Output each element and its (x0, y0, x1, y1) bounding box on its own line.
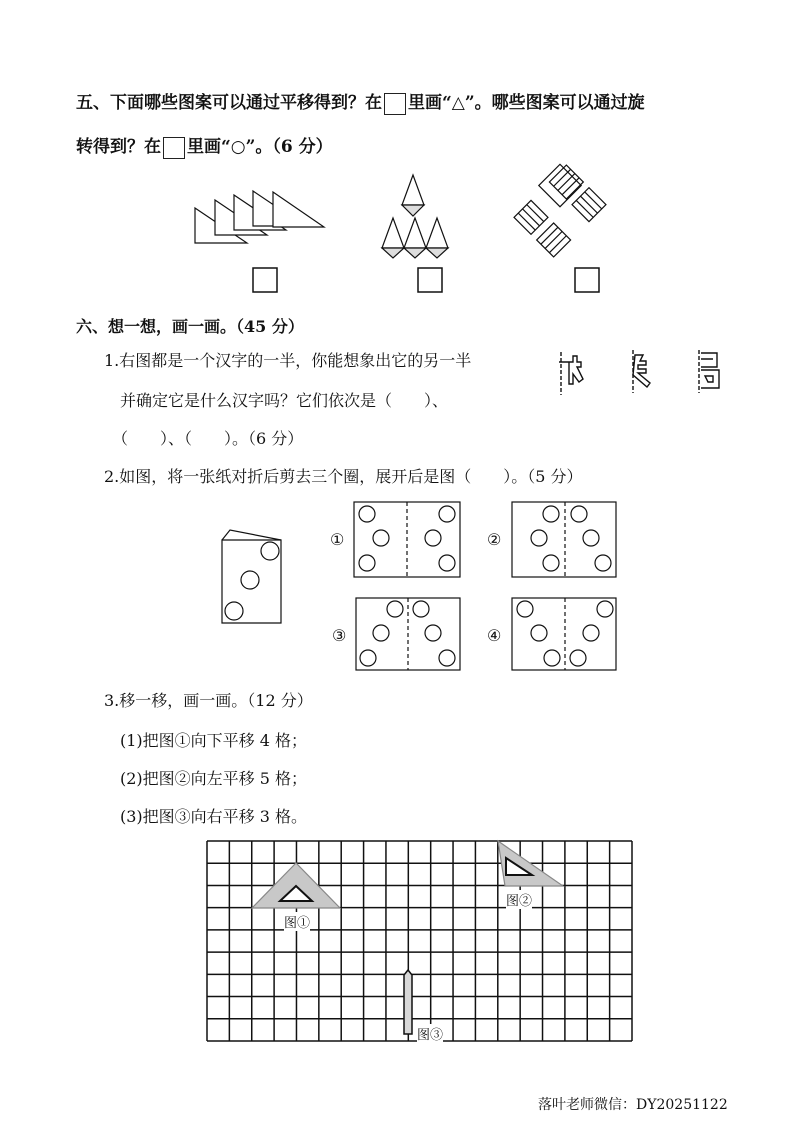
q1-line1: 1.右图都是一个汉字的一半，你能想象出它的另一半 (104, 351, 472, 370)
option-2-figure[interactable] (512, 502, 616, 577)
q1-line3: （ ）、（ ）。（6 分） (112, 429, 304, 448)
figure-3-pencil (404, 970, 412, 1034)
folded-paper (222, 530, 281, 623)
translated-triangles (195, 191, 324, 243)
figure-1-label: 图① (284, 912, 310, 931)
half-characters (559, 350, 719, 395)
text: 里画“○”。（6 分） (187, 137, 333, 157)
kite-pattern (382, 175, 448, 258)
option-3-figure[interactable] (356, 598, 460, 670)
q3-item-3: (3)把图③向右平移 3 格。 (120, 807, 308, 826)
option-3-label: ③ (332, 626, 347, 645)
answer-box-1[interactable] (253, 268, 277, 292)
answer-box-3[interactable] (575, 268, 599, 292)
option-2-label: ② (487, 530, 502, 549)
q3-item-1: (1)把图①向下平移 4 格； (120, 731, 308, 750)
footer-text: 落叶老师微信：DY20251122 (538, 1097, 728, 1113)
text: 五、下面哪些图案可以通过平移得到？在 (76, 93, 382, 113)
figure-2-label: 图② (506, 890, 532, 909)
text: 里画“△”。哪些图案可以通过旋 (408, 93, 645, 113)
q3-item-2: (2)把图②向左平移 5 格； (120, 769, 308, 788)
q2-text: 2.如图，将一张纸对折后剪去三个圈，展开后是图（ ）。（5 分） (104, 467, 583, 486)
option-4-figure[interactable] (512, 598, 616, 670)
square-grid[interactable] (207, 841, 632, 1041)
section6-title: 六、想一想，画一画。（45 分） (76, 317, 304, 336)
rotated-grid-pattern (514, 164, 606, 257)
text: 转得到？在 (76, 137, 161, 157)
q3-title: 3.移一移，画一画。（12 分） (104, 691, 313, 710)
option-4-label: ④ (487, 626, 502, 645)
q1-line2: 并确定它是什么汉字吗？它们依次是（ ）、 (120, 391, 449, 410)
option-1-label: ① (330, 530, 345, 549)
figure-3-label: 图③ (417, 1024, 443, 1043)
option-1-figure[interactable] (354, 502, 460, 577)
answer-box-2[interactable] (418, 268, 442, 292)
